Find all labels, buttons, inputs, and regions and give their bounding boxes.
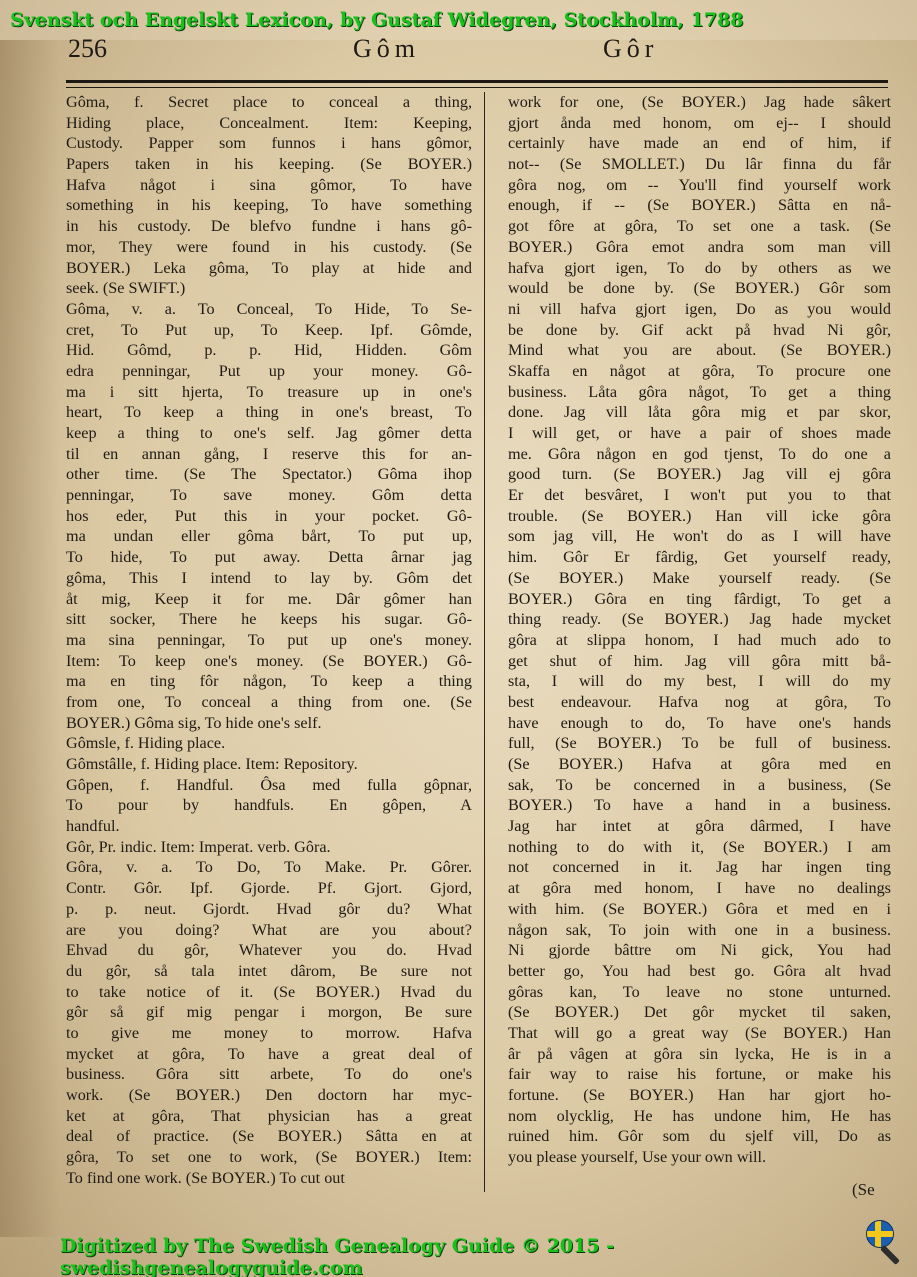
text-line: Item: To keep one's money. (Se BOYER.) Gô- [66, 651, 472, 670]
text-line: have enough to do, To have one's hands [508, 713, 891, 732]
text-line: âr på vâgen at gôra sin lycka, He is in a [508, 1044, 891, 1063]
text-line: in his custody. De blefvo fundne i hans gô- [66, 217, 472, 236]
text-line: would be done by. (Se BOYER.) Gôr som [508, 279, 891, 298]
text-line: gôra nog, om -- You'll find yourself work [508, 175, 891, 194]
text-line: ni vill hafva gjort igen, Do as you would [508, 299, 891, 318]
text-line: got fôre at gôra, To set one a task. (Se [508, 217, 891, 236]
header-rule [66, 80, 888, 83]
text-line: Mind what you are about. (Se BOYER.) [508, 341, 891, 360]
text-line: (Se BOYER.) Det gôr mycket til saken, [508, 1003, 891, 1022]
text-line: Ehvad du gôr, Whatever you do. Hvad [66, 941, 472, 960]
text-line: handful. [66, 817, 120, 836]
text-line: gôra at slippa honom, I had much ado to [508, 630, 891, 649]
text-line: seek. (Se SWIFT.) [66, 279, 186, 298]
text-line: ruined him. Gôr som du sjelf vill, Do as [508, 1127, 891, 1146]
text-line: Contr. Gôr. Ipf. Gjorde. Pf. Gjort. Gjord, [66, 879, 472, 898]
text-line: fortune. (Se BOYER.) Han har gjort ho- [508, 1086, 891, 1104]
text-line: mycket at gôra, To have a great deal of [66, 1044, 472, 1063]
text-line: ma undan eller gôma bårt, To put up, [66, 527, 472, 546]
text-line: någon sak, To join with one in a business. [508, 920, 891, 939]
text-line: til en annan gång, I reserve this for an- [66, 444, 472, 463]
text-line: Hiding place, Concealment. Item: Keeping, [66, 113, 472, 132]
text-line: Papers taken in his keeping. (Se BOYER.) [66, 155, 472, 174]
text-line: Gômstâlle, f. Hiding place. Item: Repository. [66, 755, 358, 773]
text-line: gjort ånda med honom, om ej-- I should [508, 113, 891, 132]
text-line: Gôma, v. a. To Conceal, To Hide, To Se- [66, 299, 472, 318]
text-line: ma sina penningar, To put up one's money. [66, 630, 472, 649]
text-line: heart, To keep a thing in one's breast, To [66, 403, 472, 422]
left-column [66, 92, 472, 1188]
text-line: not-- (Se SMOLLET.) Du lâr finna du får [508, 155, 891, 174]
text-line: Hid. Gômd, p. p. Hid, Hidden. Gôm [66, 341, 472, 360]
text-line: fair way to raise his fortune, or make his [508, 1065, 891, 1084]
banner-footer: Digitized by The Swedish Genealogy Guide © 2015 - swedishgenealogyguide.com [60, 1235, 614, 1277]
text-line: business. Gôra sitt arbete, To do one's [66, 1065, 472, 1084]
text-line: Gôma, f. Secret place to conceal a thing, [66, 93, 472, 111]
text-line: som jag vill, He won't do as I will have [508, 527, 891, 546]
text-line: business. Låta gôra något, To get a thing [508, 382, 891, 401]
text-line: gôr så gif mig pengar i morgon, Be sure [66, 1003, 472, 1022]
text-line: gôra, To set one to work, (Se BOYER.) Item: [66, 1148, 472, 1167]
text-line: To pour by handfuls. En gôpen, A [66, 796, 472, 815]
text-line: To hide, To put away. Detta ârnar jag [66, 548, 472, 567]
text-line: (Se BOYER.) Hafva at gôra med en [508, 755, 891, 773]
text-line: BOYER.) Gôma sig, To hide one's self. [66, 713, 322, 732]
text-line: BOYER.) Gôra emot andra som man vill [508, 237, 891, 256]
text-line: other time. (Se The Spectator.) Gôma ihop [66, 465, 472, 484]
text-line: ma i sitt hjerta, To treasure up in one's [66, 382, 472, 401]
text-line: get shut of him. Jag vill gôra mitt bå- [508, 651, 891, 670]
text-line: That will go a great way (Se BOYER.) Han [508, 1023, 891, 1042]
page-shadow [0, 40, 60, 1237]
column-divider [484, 92, 485, 1192]
text-line: deal of practice. (Se BOYER.) Sâtta en at [66, 1127, 472, 1146]
text-line: not concerned in it. Jag har ingen ting [508, 858, 891, 877]
text-line: work for one, (Se BOYER.) Jag hade sâkert [508, 93, 891, 111]
right-column [508, 92, 891, 1168]
text-line: are you doing? What are you about? [66, 920, 472, 939]
text-line: him. Gôr Er fârdig, Get yourself ready, [508, 548, 891, 567]
text-line: gôras kan, To leave no stone unturned. [508, 982, 891, 1001]
text-line: edra penningar, Put up your money. Gô- [66, 361, 472, 380]
text-line: hos eder, Put this in your pocket. Gô- [66, 506, 472, 525]
text-line: sak, To be concerned in a business, (Se [508, 775, 891, 794]
running-head [68, 34, 888, 74]
catchword: (Se [852, 1180, 875, 1199]
text-line: (Se BOYER.) Make yourself ready. (Se [508, 568, 891, 587]
text-line: good turn. (Se BOYER.) Jag vill ej gôra [508, 465, 891, 484]
text-line: better go, You had best go. Gôra alt hvad [508, 961, 891, 980]
text-line: Jag har intet at gôra dârmed, I have [508, 817, 891, 836]
text-line: Skaffa en något at gôra, To procure one [508, 361, 891, 380]
text-line: Hafva något i sina gômor, To have [66, 175, 472, 194]
text-line: at gôra med honom, I have no dealings [508, 879, 891, 898]
text-line: åt mig, Keep it for me. Dâr gômer han [66, 589, 472, 608]
text-line: you please yourself, Use your own will. [508, 1148, 767, 1167]
text-line: hafva gjort igen, To do by others as we [508, 258, 891, 277]
text-line: to give me money to morrow. Hafva [66, 1023, 472, 1042]
text-line: sta, I will do my best, I will do my [508, 672, 891, 691]
text-line: ma en ting fôr någon, To keep a thing [66, 672, 472, 691]
head-word-right: Gôr [603, 34, 659, 63]
text-line: something in his keeping, To have something [66, 196, 472, 215]
text-line: penningar, To save money. Gôm detta [66, 486, 472, 505]
text-line: mor, They were found in his custody. (Se [66, 237, 472, 256]
text-line: cret, To Put up, To Keep. Ipf. Gômde, [66, 320, 472, 339]
text-line: me. Gôra någon en god tjenst, To do one a [508, 444, 891, 463]
banner-title: Svenskt och Engelskt Lexicon, by Gustaf Widegren, Stockholm, 1788 [0, 0, 917, 40]
text-line: with him. (Se BOYER.) Gôra et med en i [508, 899, 891, 918]
text-line: To find one work. (Se BOYER.) To cut out [66, 1168, 345, 1187]
text-line: BOYER.) To have a hand in a business. [508, 796, 891, 815]
text-line: Gôr, Pr. indic. Item: Imperat. verb. Gôra. [66, 837, 331, 856]
text-line: Gôra, v. a. To Do, To Make. Pr. Gôrer. [66, 858, 472, 877]
header-rule-thin [66, 87, 888, 88]
text-line: BOYER.) Gôra en ting fârdigt, To get a [508, 589, 891, 608]
text-line: to take notice of it. (Se BOYER.) Hvad du [66, 982, 472, 1001]
text-line: nothing to do with it, (Se BOYER.) I am [508, 837, 891, 856]
text-line: from one, To conceal a thing from one. (Se [66, 692, 472, 711]
text-line: p. p. neut. Gjordt. Hvad gôr du? What [66, 899, 472, 918]
text-line: keep a thing to one's self. Jag gômer detta [66, 424, 472, 442]
text-line: work. (Se BOYER.) Den doctorn har myc- [66, 1086, 472, 1104]
text-line: sitt socker, There he keeps his sugar. Gô- [66, 610, 472, 629]
text-line: ket at gôra, That physician has a great [66, 1106, 472, 1125]
text-line: Custody. Papper som funnos i hans gômor, [66, 134, 472, 153]
text-line: du gôr, så tala intet dârom, Be sure not [66, 961, 472, 980]
text-line: full, (Se BOYER.) To be full of business. [508, 734, 891, 753]
text-line: Gôpen, f. Handful. Ôsa med fulla gôpnar, [66, 775, 472, 794]
text-line: nom olycklig, He has undone him, He has [508, 1106, 891, 1125]
page-number: 256 [68, 34, 107, 63]
text-line: BOYER.) Leka gôma, To play at hide and [66, 258, 472, 277]
text-line: done. Jag vill låta gôra mig et par skor, [508, 403, 891, 422]
text-line: enough, if -- (Se BOYER.) Sâtta en nå- [508, 196, 891, 215]
text-line: Gômsle, f. Hiding place. [66, 734, 226, 753]
text-line: Ni gjorde bâttre om Ni gick, You had [508, 941, 891, 960]
text-line: Er det besvâret, I won't put you to that [508, 486, 891, 505]
head-word-left: Gôm [353, 34, 420, 63]
text-line: be done by. Gif ackt på hvad Ni gôr, [508, 320, 891, 339]
text-line: gôma, This I intend to lay by. Gôm det [66, 568, 472, 587]
text-line: best endeavour. Hafva nog at gôra, To [508, 692, 891, 711]
text-line: certainly have made an end of him, if [508, 134, 891, 153]
text-line: I will get, or have a pair of shoes made [508, 424, 891, 442]
text-line: thing ready. (Se BOYER.) Jag hade mycket [508, 610, 891, 629]
text-line: trouble. (Se BOYER.) Han vill icke gôra [508, 506, 891, 525]
